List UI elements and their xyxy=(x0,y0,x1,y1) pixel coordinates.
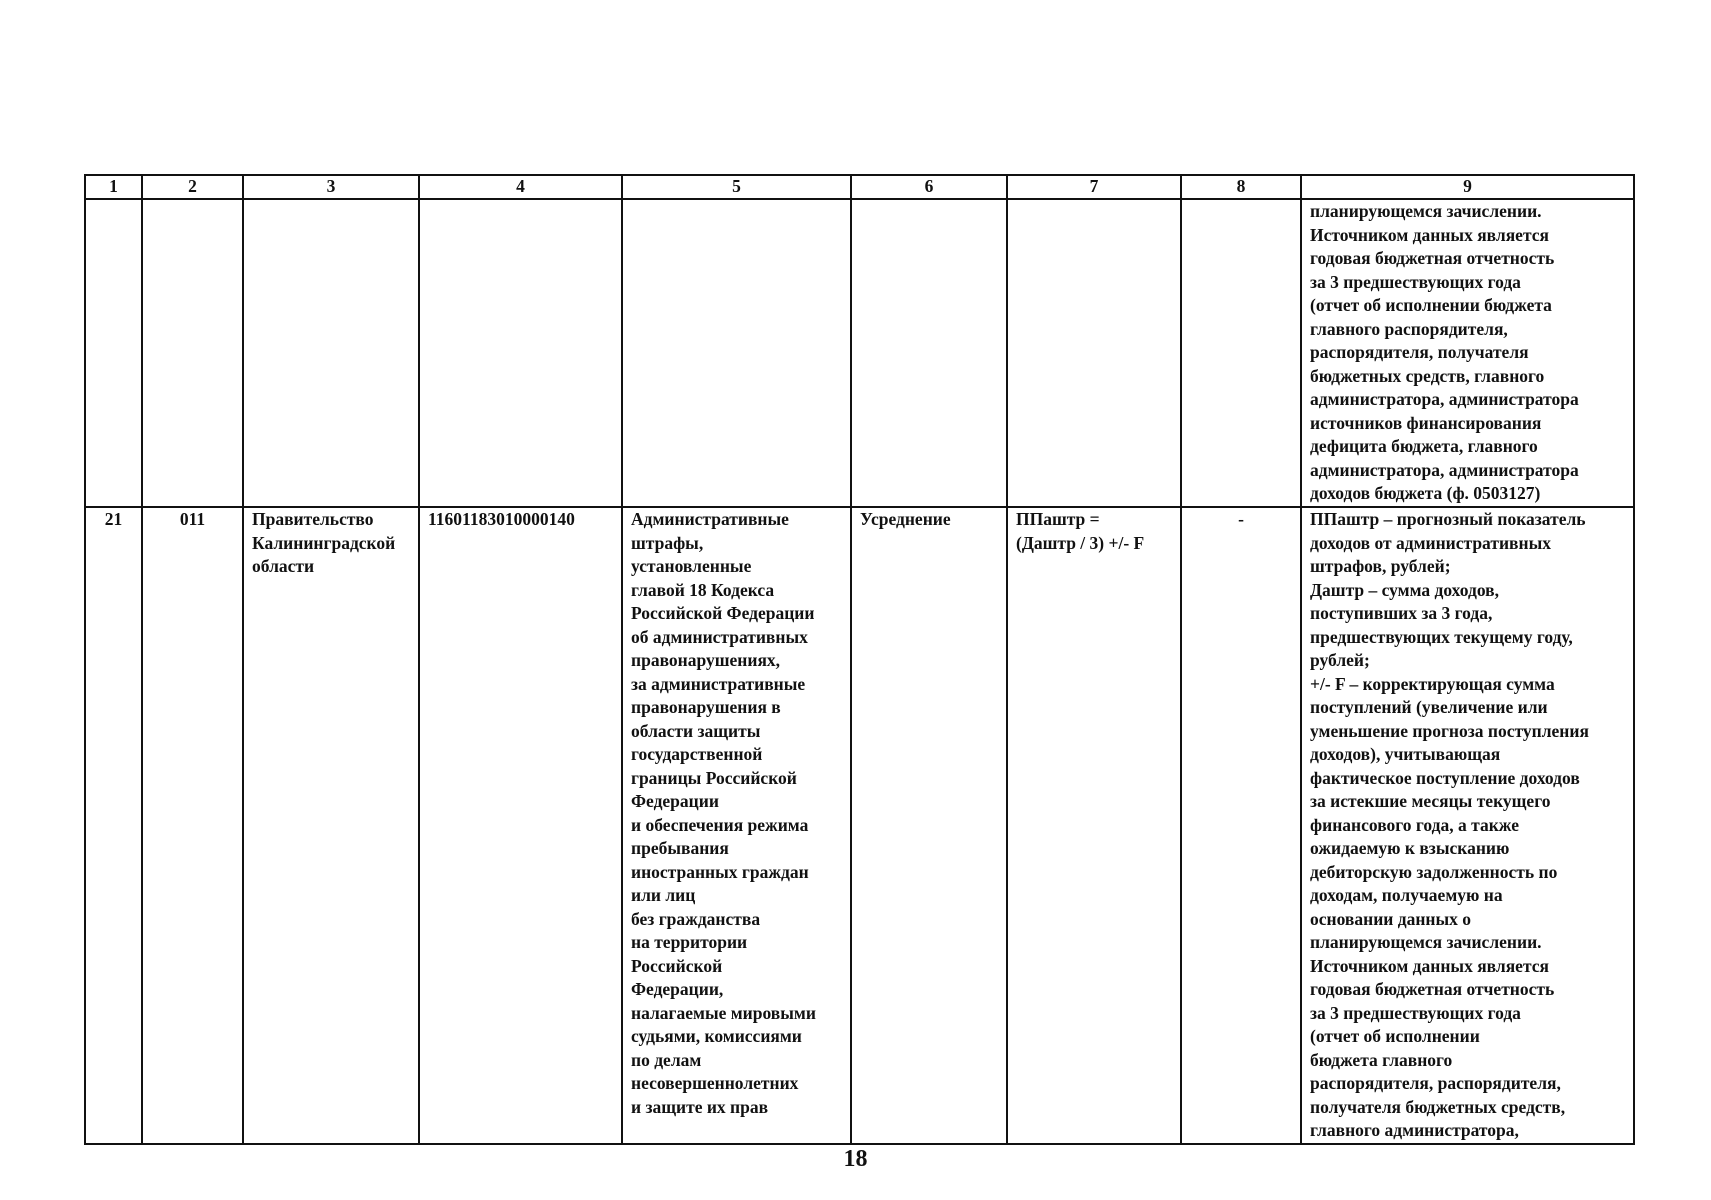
cell-algorithm: - xyxy=(1181,507,1301,1144)
cell-empty xyxy=(1181,199,1301,507)
column-header-2: 2 xyxy=(142,175,243,199)
cell-empty xyxy=(1007,199,1181,507)
cell-calculation-method: Усреднение xyxy=(851,507,1007,1144)
page-number: 18 xyxy=(843,1146,868,1172)
column-header-6: 6 xyxy=(851,175,1007,199)
cell-empty xyxy=(243,199,419,507)
table-row-continuation xyxy=(85,199,1634,507)
column-header-4: 4 xyxy=(419,175,622,199)
cell-methodology-continued: планирующемся зачислении. Источником данных является годовая бюджетная отчетность за 3 предшествующих года (отчет об исполнении бюджета главного распорядителя, распорядителя, получателя бюджетных средств, главного администратора, администратора источников финансирования дефицита бюджета, главного администратора, администратора доходов бюджета (ф. 0503127) xyxy=(1301,199,1634,507)
revenue-forecast-table xyxy=(84,174,1635,1145)
cell-empty xyxy=(85,199,142,507)
cell-budget-classification-code: 11601183010000140 xyxy=(419,507,622,1144)
cell-empty xyxy=(622,199,851,507)
column-header-1: 1 xyxy=(85,175,142,199)
cell-empty xyxy=(419,199,622,507)
column-number-header-row xyxy=(85,175,1634,199)
column-header-7: 7 xyxy=(1007,175,1181,199)
cell-admin-code: 011 xyxy=(142,507,243,1144)
cell-administrator-name: Правительство Калининградской области xyxy=(243,507,419,1144)
cell-methodology-description: ППаштр – прогнозный показатель доходов от административных штрафов, рублей; Даштр – сумма доходов, поступивших за 3 года, предшествующих текущему году, рублей; +/- F – корректирующая сумма поступлений (увеличение или уменьшение прогноза поступления доходов), учитывающая фактическое поступление доходов за истекшие месяцы текущего финансового года, а также ожидаемую к взысканию дебиторскую задолженность по доходам, получаемую на основании данных о планирующемся зачислении. Источником данных является годовая бюджетная отчетность за 3 предшествующих года (отчет об исполнении бюджета главного распорядителя, распорядителя, получателя бюджетных средств, главного администратора, xyxy=(1301,507,1634,1144)
cell-row-number: 21 xyxy=(85,507,142,1144)
cell-empty xyxy=(851,199,1007,507)
column-header-3: 3 xyxy=(243,175,419,199)
cell-formula: ППаштр = (Даштр / 3) +/- F xyxy=(1007,507,1181,1144)
cell-revenue-description: Административные штрафы, установленные главой 18 Кодекса Российской Федерации об административных правонарушениях, за административные правонарушения в области защиты государственной границы Российской Федерации и обеспечения режима пребывания иностранных граждан или лиц без гражданства на территории Российской Федерации, налагаемые мировыми судьями, комиссиями по делам несовершеннолетних и защите их прав xyxy=(622,507,851,1144)
cell-empty xyxy=(142,199,243,507)
column-header-9: 9 xyxy=(1301,175,1634,199)
table-row-21 xyxy=(85,507,1634,1144)
column-header-5: 5 xyxy=(622,175,851,199)
column-header-8: 8 xyxy=(1181,175,1301,199)
